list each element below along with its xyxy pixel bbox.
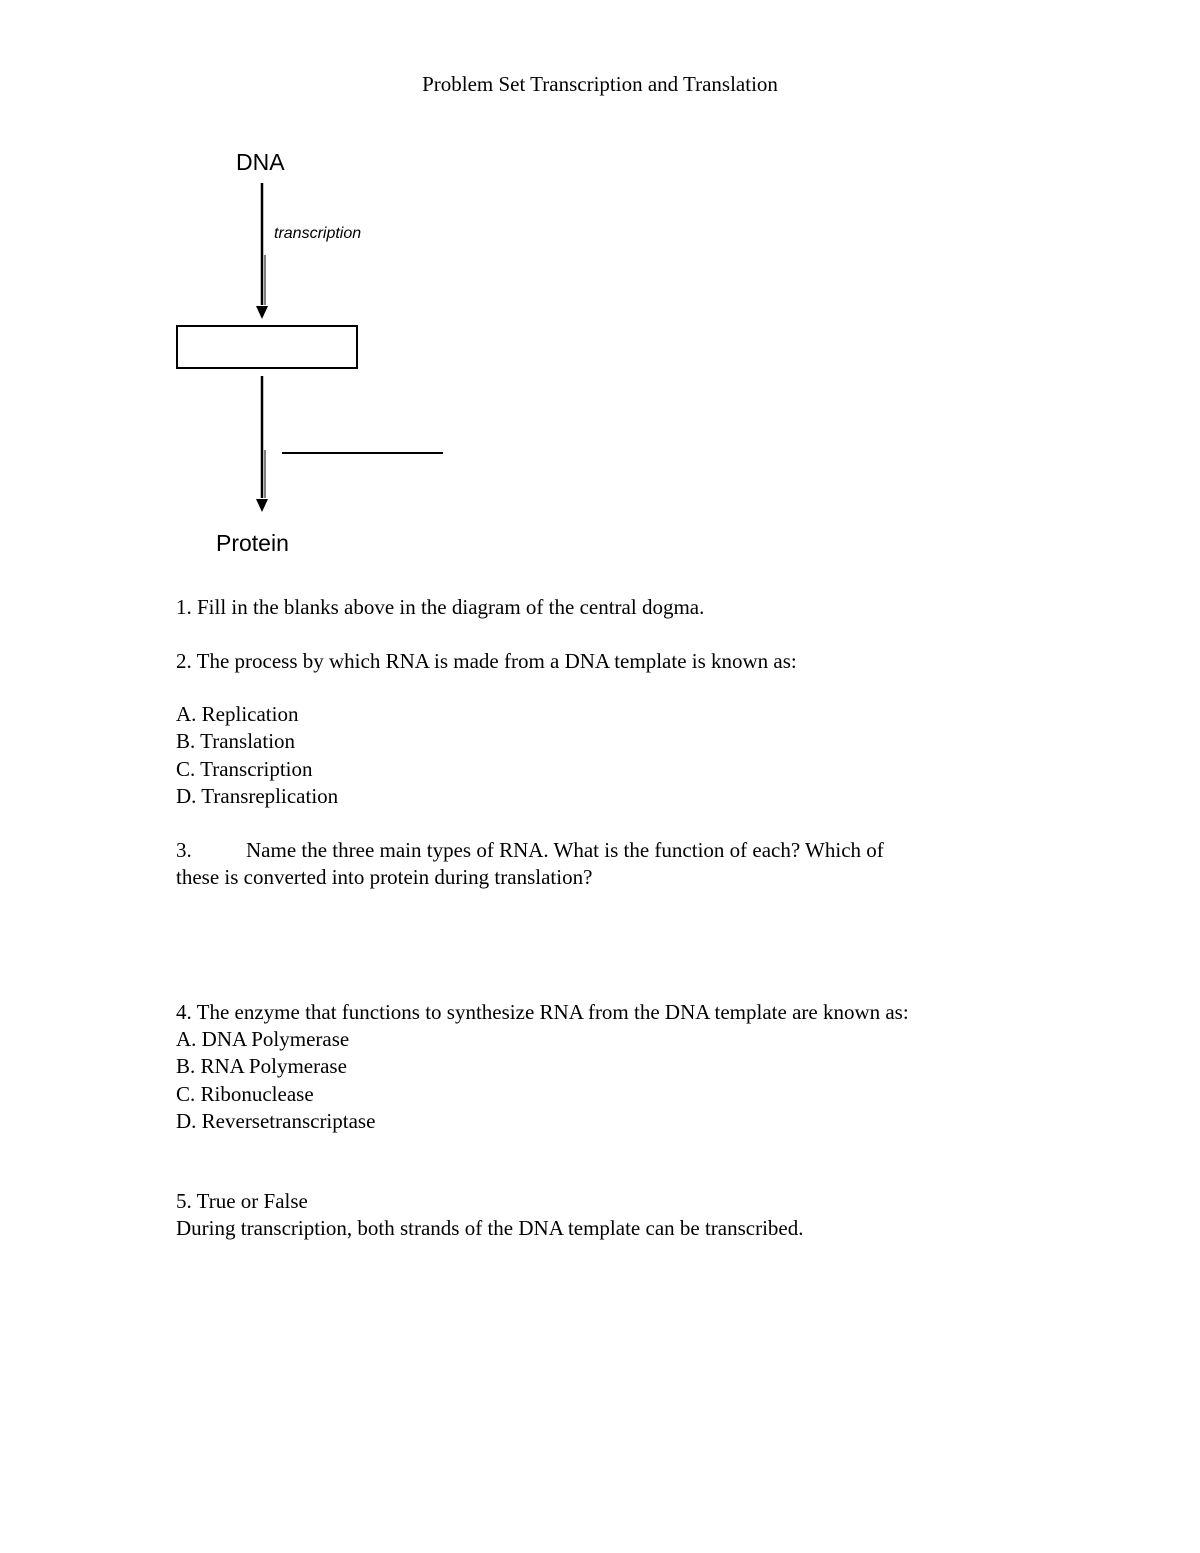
question-3-number: 3.: [176, 838, 192, 862]
question-5-statement: During transcription, both strands of the DNA template can be transcribed.: [176, 1216, 804, 1240]
question-2-option-b: B. Translation: [176, 729, 296, 753]
diagram-protein-label: Protein: [216, 530, 289, 556]
diagram-blank-box: [177, 326, 357, 368]
question-3-line-2: these is converted into protein during translation?: [176, 865, 593, 889]
transcription-arrow: [256, 183, 268, 319]
question-2-option-a: A. Replication: [176, 702, 299, 726]
question-2-option-d: D. Transreplication: [176, 784, 339, 808]
question-4: 4. The enzyme that functions to synthesize RNA from the DNA template are known as:: [176, 1000, 909, 1024]
question-2-option-c: C. Transcription: [176, 757, 313, 781]
question-3-line-1: Name the three main types of RNA. What is the function of each? Which of: [246, 838, 884, 862]
question-4-option-a: A. DNA Polymerase: [176, 1027, 350, 1051]
question-2: 2. The process by which RNA is made from a DNA template is known as:: [176, 649, 797, 673]
question-4-option-b: B. RNA Polymerase: [176, 1054, 347, 1078]
central-dogma-diagram: [0, 0, 1200, 580]
question-4-option-d: D. Reversetranscriptase: [176, 1109, 376, 1133]
question-1: 1. Fill in the blanks above in the diagram of the central dogma.: [176, 595, 705, 619]
question-5: 5. True or False: [176, 1189, 308, 1213]
question-4-option-c: C. Ribonuclease: [176, 1082, 314, 1106]
diagram-transcription-label: transcription: [274, 225, 362, 242]
diagram-dna-label: DNA: [236, 149, 285, 175]
page-title: Problem Set Transcription and Translation: [422, 72, 778, 96]
translation-arrow: [256, 376, 268, 512]
